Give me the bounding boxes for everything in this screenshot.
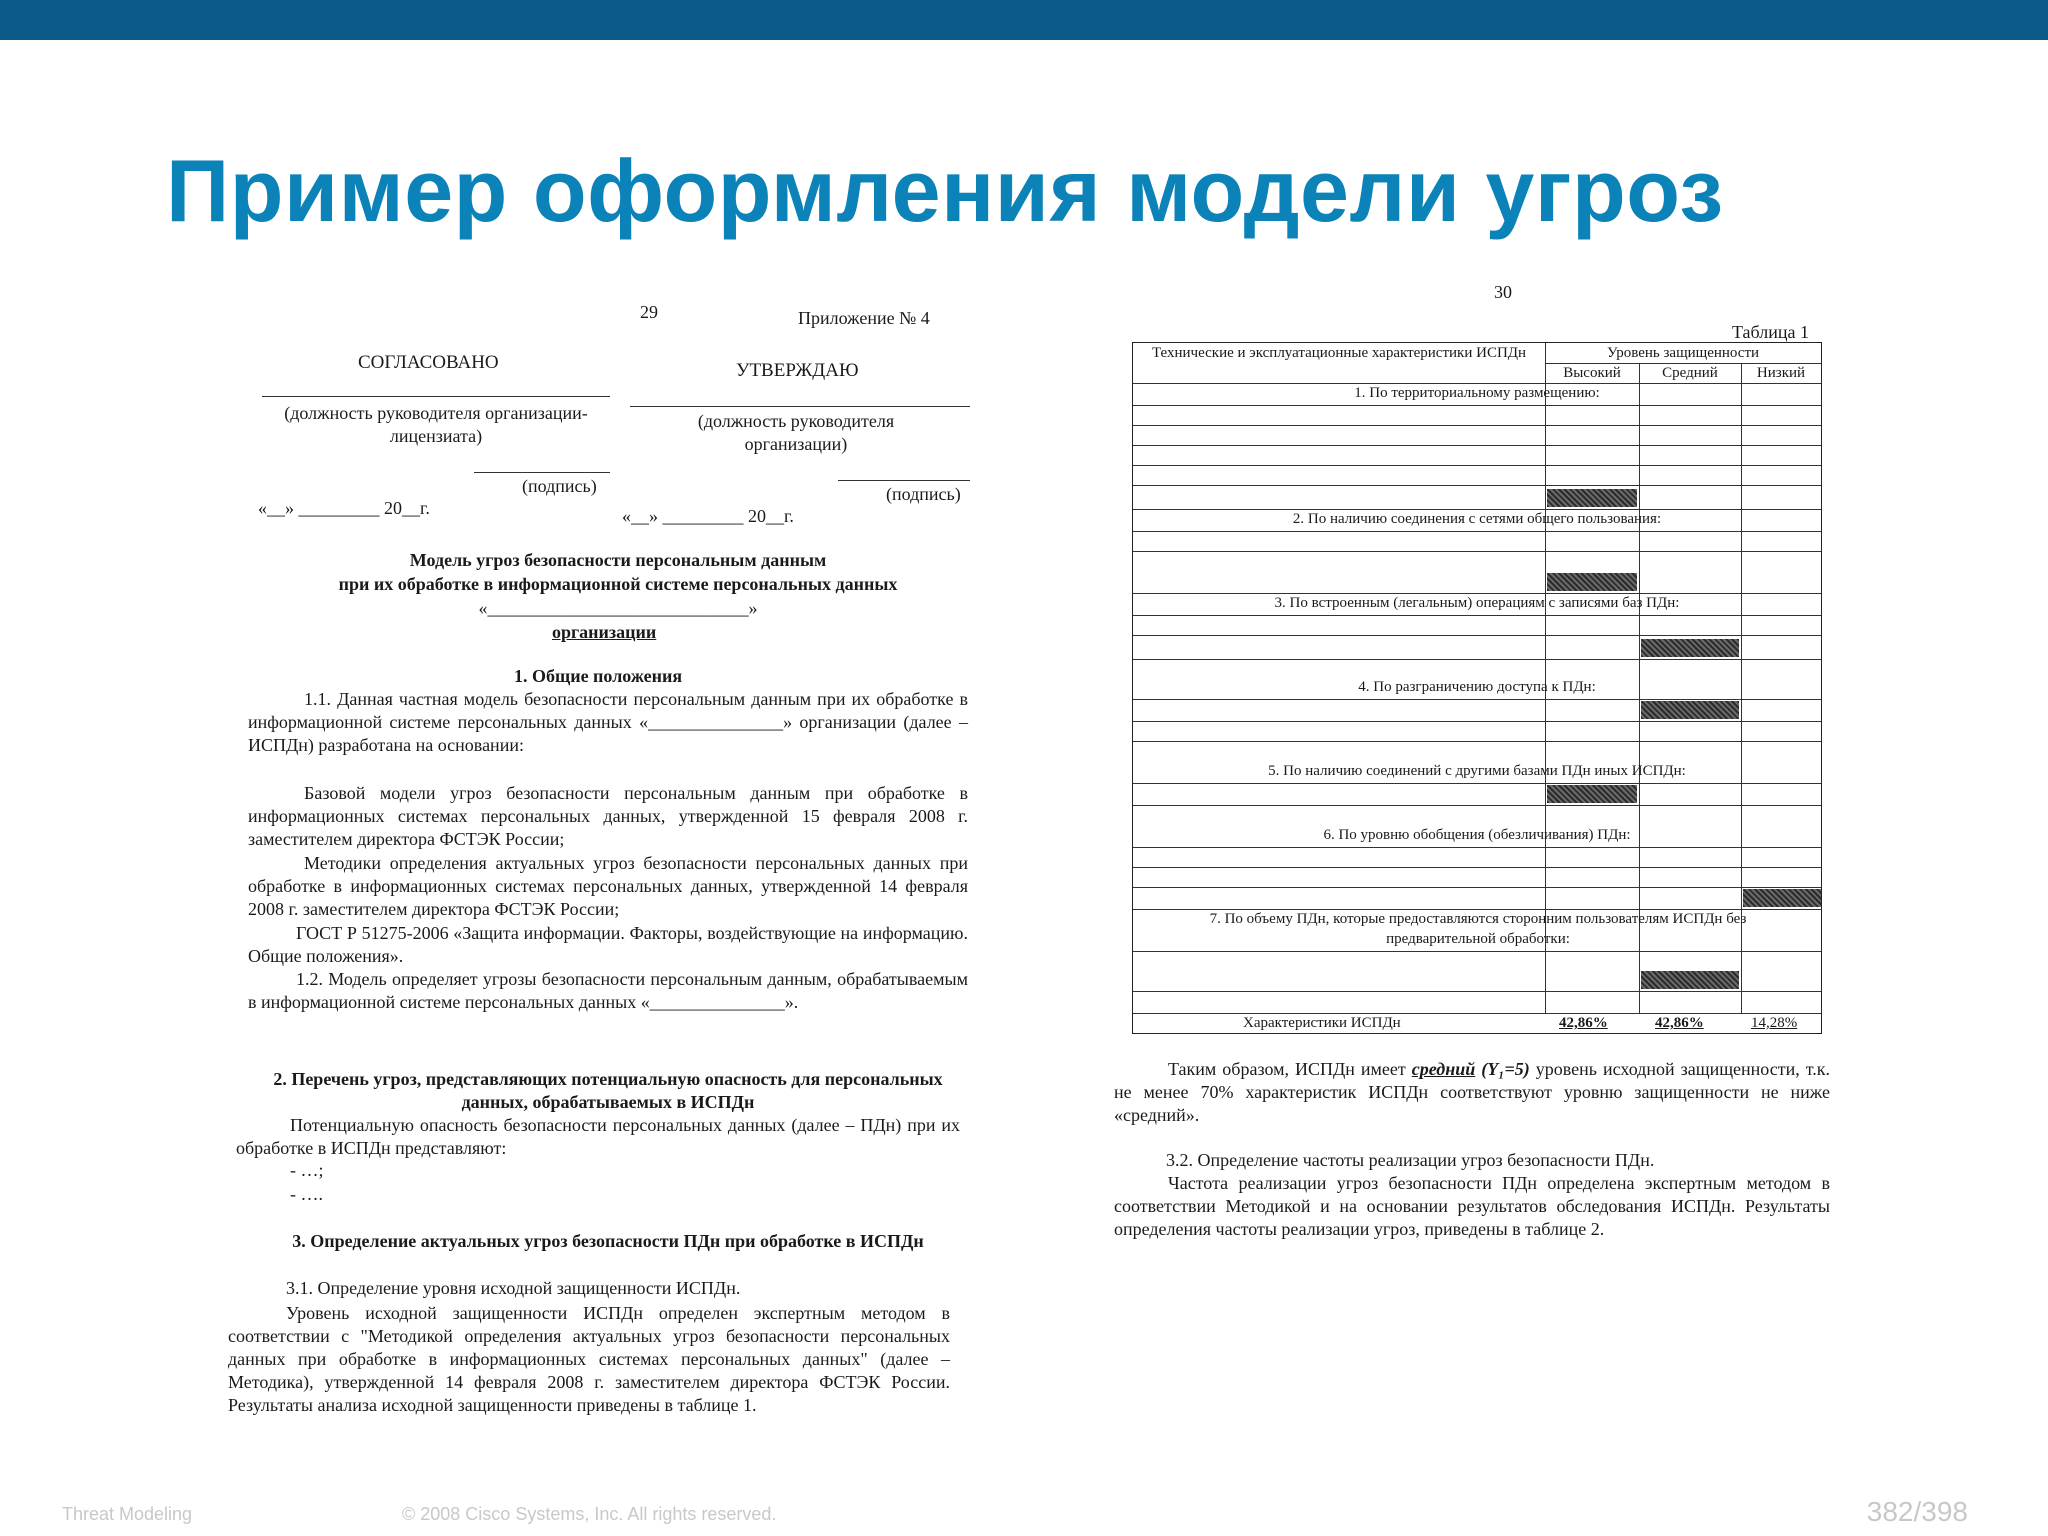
section-3-1-title: 3.1. Определение уровня исходной защищенности ИСПДн. xyxy=(286,1278,741,1298)
footer-left-label: Threat Modeling xyxy=(62,1504,193,1524)
conclusion-post: уровень исходной защищенности, т.к. не менее 70% характеристик ИСПДн соответствуют уровню защищенности не ниже «средний». xyxy=(1114,1059,1831,1125)
header-low: Низкий xyxy=(1756,365,1806,381)
approve-position-caption: (должность руководителя организации) xyxy=(697,411,895,454)
approve-signature-line xyxy=(838,480,970,481)
agreed-signature-caption: (подпись) xyxy=(522,476,597,496)
section-row-7: 7. По объему ПДн, которые предоставляются сторонним пользователям ИСПДн без предварительной обработки: xyxy=(1209,911,1747,947)
section-2-title: 2. Перечень угроз, представляющих потенциальную опасность для персональных данных, обрабатываемых в ИСПДн xyxy=(273,1069,943,1112)
section-1-para-2: Базовой модели угроз безопасности персональным данным при обработке в информационных системах персональных данных, утвержденной 15 февраля 2008 г. заместителем директора ФСТЭК России; xyxy=(248,783,968,849)
section-1-para-5: 1.2. Модель определяет угрозы безопасности персональным данным, обрабатываемым в информационной системе персональных данных «_______________». xyxy=(248,969,968,1012)
total-high: 42,86% xyxy=(1559,1015,1608,1031)
section-3-title: 3. Определение актуальных угроз безопасности ПДн при обработке в ИСПДн xyxy=(292,1231,924,1251)
model-title-line-3: «_____________________________» xyxy=(478,598,758,618)
header-protection-level: Уровень защищенности xyxy=(1606,345,1760,361)
agreed-heading: СОГЛАСОВАНО xyxy=(358,352,499,373)
model-title-line-2: при их обработке в информационной системе персональных данных xyxy=(338,574,898,594)
agreed-position-caption: (должность руководителя организации-лицензиата) xyxy=(284,403,588,446)
section-3-2-para: Частота реализации угроз безопасности ПДн определена экспертным методом в соответствии Методикой и на основании результатов обследования ИСПДн. Результаты определения частоты реализации угроз, приведены в таблице 2. xyxy=(1114,1173,1830,1239)
mark-section-2-high xyxy=(1547,573,1637,591)
table-caption: Таблица 1 xyxy=(1732,322,1809,342)
section-row-4: 4. По разграничению доступа к ПДн: xyxy=(1358,679,1596,695)
appendix-label: Приложение № 4 xyxy=(798,308,930,328)
section-1-para-1: 1.1. Данная частная модель безопасности персональным данным при их обработке в информационной системе персональных данных «_______________» организации (далее – ИСПДн) разработана на основании: xyxy=(248,689,968,755)
section-3-2-title: 3.2. Определение частоты реализации угроз безопасности ПДн. xyxy=(1166,1150,1655,1170)
total-medium: 42,86% xyxy=(1655,1015,1704,1031)
section-1-title: 1. Общие положения xyxy=(514,666,683,686)
mark-section-4-medium xyxy=(1641,701,1739,719)
mark-section-6-low xyxy=(1743,889,1821,907)
model-title-org: организации xyxy=(552,622,657,642)
section-2-para-1: Потенциальную опасность безопасности персональных данных (далее – ПДн) при их обработке в ИСПДн представляют: xyxy=(236,1115,960,1158)
section-row-6: 6. По уровню обобщения (обезличивания) ПДн: xyxy=(1323,827,1631,843)
section-row-5: 5. По наличию соединений с другими базами ПДн иных ИСПДн: xyxy=(1268,763,1686,779)
section-1-para-3: Методики определения актуальных угроз безопасности персональных данных при обработке в информационных системах персональных данных, утвержденной 14 февраля 2008 г. заместителем директора ФСТЭК России; xyxy=(248,853,968,919)
section-2-item-1: - …; xyxy=(290,1160,324,1180)
approve-position-line xyxy=(630,406,970,407)
approve-heading: УТВЕРЖДАЮ xyxy=(736,360,859,381)
slide-title: Пример оформления модели угроз xyxy=(166,141,1724,240)
top-banner xyxy=(0,0,2048,40)
protection-level-table xyxy=(1132,342,1822,1034)
section-3-para: Уровень исходной защищенности ИСПДн определен экспертным методом в соответствии с "Методикой определения актуальных угроз безопасности персональных данных при обработке в информационных системах персональных данных" (далее – Методика), утвержденной 14 февраля 2008 г. заместителем директора ФСТЭК России. Результаты анализа исходной защищенности приведены в таблице 1. xyxy=(228,1303,950,1415)
section-row-1: 1. По территориальному размещению: xyxy=(1354,385,1600,401)
approve-signature-caption: (подпись) xyxy=(886,484,961,504)
conclusion-pre: Таким образом, ИСПДн имеет xyxy=(1168,1059,1406,1079)
header-characteristics: Технические и эксплуатационные характеристики ИСПДн xyxy=(1151,345,1527,361)
agreed-position-line xyxy=(262,396,610,397)
total-low: 14,28% xyxy=(1751,1015,1798,1031)
slide-page-number: 382/398 xyxy=(1866,1496,1968,1527)
conclusion-level: средний xyxy=(1411,1059,1476,1079)
agreed-signature-line xyxy=(474,472,610,473)
approve-date-line: «__» _________ 20__г. xyxy=(622,506,794,526)
header-high: Высокий xyxy=(1563,365,1621,381)
page-number-left: 29 xyxy=(640,302,658,322)
mark-section-1-high xyxy=(1547,489,1637,507)
section-row-2: 2. По наличию соединения с сетями общего пользования: xyxy=(1292,511,1662,527)
conclusion-formula: (Y₁=5) xyxy=(1481,1059,1530,1079)
conclusion-paragraph xyxy=(1114,1058,1830,1127)
total-label: Характеристики ИСПДн xyxy=(1243,1015,1401,1031)
header-medium: Средний xyxy=(1662,365,1718,381)
section-1-para-4: ГОСТ Р 51275-2006 «Защита информации. Факторы, воздействующие на информацию. Общие положения». xyxy=(248,923,968,966)
mark-section-7-medium xyxy=(1641,971,1739,989)
model-title-line-1: Модель угроз безопасности персональным данным xyxy=(409,550,827,570)
section-2-item-2: - …. xyxy=(290,1184,323,1204)
footer-copyright: © 2008 Cisco Systems, Inc. All rights reserved. xyxy=(402,1504,777,1524)
page-number-right: 30 xyxy=(1494,282,1512,302)
agreed-date-line: «__» _________ 20__г. xyxy=(258,498,430,518)
mark-section-5-high xyxy=(1547,785,1637,803)
mark-section-3-medium xyxy=(1641,639,1739,657)
section-row-3: 3. По встроенным (легальным) операциям с записями баз ПДн: xyxy=(1274,595,1680,611)
